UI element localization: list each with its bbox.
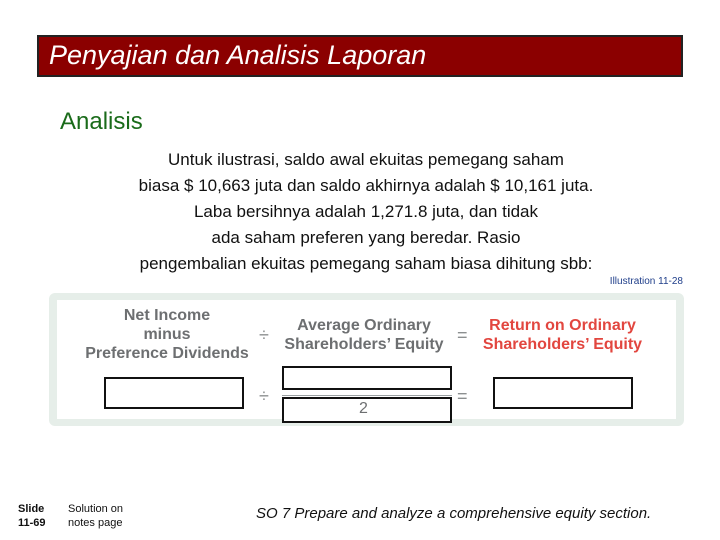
divide-symbol: ÷	[259, 386, 269, 406]
slide-number: 11-69	[18, 517, 46, 529]
illustration-reference: Illustration 11-28	[609, 276, 683, 287]
equity-sum-box	[282, 366, 452, 390]
numerator-line: Preference Dividends	[85, 345, 249, 362]
slide-title: Penyajian dan Analisis Laporan	[49, 40, 427, 70]
study-objective: SO 7 Prepare and analyze a comprehensive equity section.	[256, 505, 652, 522]
fraction-line	[282, 395, 452, 396]
result-label	[475, 316, 650, 354]
result-line: Shareholders’ Equity	[482, 336, 643, 353]
formula-panel	[49, 293, 684, 426]
result-answer-box	[493, 377, 633, 409]
equals-symbol: =	[457, 386, 468, 406]
body-line: Laba bersihnya adalah 1,271.8 juta, dan tidak	[193, 202, 539, 221]
body-line: biasa $ 10,663 juta dan saldo akhirnya adalah $ 10,161 juta.	[138, 176, 594, 195]
formula-inner	[57, 300, 676, 419]
result-line: Return on Ordinary	[489, 317, 636, 334]
section-heading: Analisis	[60, 108, 143, 135]
numerator-line: Net Income	[123, 307, 211, 324]
equals-symbol: =	[457, 325, 468, 345]
denominator-line: Average Ordinary	[297, 317, 431, 334]
body-line: pengembalian ekuitas pemegang saham biasa dihitung sbb:	[139, 254, 593, 273]
title-bar	[37, 35, 683, 77]
body-paragraph	[60, 147, 672, 277]
denominator-line: Shareholders’ Equity	[284, 336, 444, 353]
denominator-label	[279, 316, 449, 354]
numerator-answer-box	[104, 377, 244, 409]
slide-number-block	[18, 502, 46, 530]
slide-label: Slide	[18, 503, 45, 515]
body-line: ada saham preferen yang beredar. Rasio	[211, 228, 521, 247]
numerator-line: minus	[143, 326, 191, 343]
solution-line: Solution on	[68, 503, 124, 515]
numerator-label	[77, 306, 257, 363]
divide-symbol: ÷	[259, 325, 269, 345]
solution-note	[68, 502, 123, 530]
divisor-value: 2	[359, 400, 368, 417]
solution-line: notes page	[68, 517, 123, 529]
body-line: Untuk ilustrasi, saldo awal ekuitas pemegang saham	[168, 150, 564, 169]
